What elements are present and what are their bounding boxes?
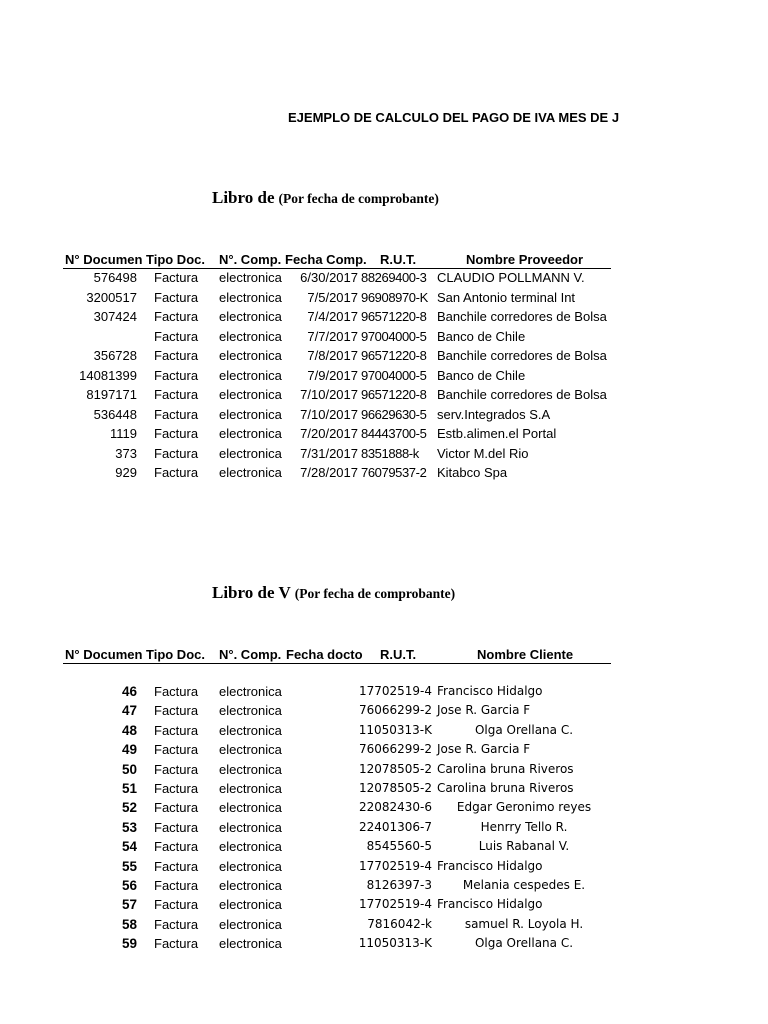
- table-row: [0, 465, 768, 484]
- sales-header-tipo: Tipo Doc.: [146, 647, 205, 662]
- table-row: [0, 309, 768, 328]
- cell-comp: electronica: [219, 328, 282, 344]
- table-row: [0, 426, 768, 445]
- cell-comp: electronica: [219, 270, 282, 285]
- cell-num: 47: [121, 703, 137, 719]
- cell-comp: electronica: [219, 387, 282, 402]
- cell-num: 52: [121, 800, 137, 816]
- cell-nombre: Francisco Hidalgo: [437, 897, 543, 912]
- cell-num: 1119: [110, 426, 137, 441]
- cell-rut: 7816042-k: [367, 916, 432, 931]
- cell-rut: 12078505-2: [358, 761, 432, 776]
- cell-comp: electronica: [219, 878, 282, 893]
- table-row: [0, 839, 768, 858]
- cell-fecha: 7/8/2017: [307, 348, 358, 363]
- cell-rut: 97004000-5: [361, 328, 427, 344]
- cell-num: 307424: [93, 309, 137, 324]
- table-row: [0, 387, 768, 406]
- cell-comp: electronica: [219, 406, 282, 422]
- table-row: [0, 407, 768, 426]
- table-row: [0, 446, 768, 465]
- cell-nombre: Luis Rabanal V.: [478, 839, 570, 854]
- purchases-header-nombre: Nombre Proveedor: [466, 252, 584, 267]
- cell-nombre: Carolina bruna Riveros: [437, 781, 574, 795]
- cell-nombre: Banchile corredores de Bolsa: [437, 387, 607, 402]
- purchases-header-num: N° Documen: [65, 252, 143, 267]
- cell-tipo: Factura: [154, 309, 199, 324]
- cell-rut: 11050313-K: [358, 722, 432, 737]
- cell-fecha: 7/20/2017: [300, 426, 358, 441]
- cell-fecha: 7/28/2017: [300, 465, 358, 480]
- cell-comp: electronica: [219, 465, 282, 480]
- cell-fecha: 7/5/2017: [307, 289, 358, 305]
- cell-nombre: Melania cespedes E.: [462, 878, 586, 892]
- cell-tipo: Factura: [154, 819, 199, 835]
- cell-nombre: Henrry Tello R.: [480, 819, 568, 834]
- cell-tipo: Factura: [154, 445, 199, 461]
- page-title: EJEMPLO DE CALCULO DEL PAGO DE IVA MES DE J: [288, 110, 620, 125]
- sales-header-num: N° Documen: [65, 647, 143, 662]
- cell-comp: electronica: [219, 722, 282, 738]
- cell-fecha: 7/10/2017: [300, 406, 358, 422]
- cell-fecha: 7/10/2017: [300, 387, 358, 402]
- cell-num: 536448: [93, 406, 137, 422]
- cell-num: 51: [121, 781, 137, 796]
- cell-num: 57: [121, 897, 137, 913]
- cell-fecha: 7/9/2017: [307, 367, 358, 383]
- cell-num: 14081399: [79, 367, 137, 383]
- cell-tipo: Factura: [154, 878, 199, 893]
- cell-nombre: Olga Orellana C.: [474, 722, 574, 737]
- table-row: [0, 270, 768, 289]
- cell-nombre: Jose R. Garcia F: [437, 742, 531, 757]
- cell-rut: 96571220-8: [361, 387, 427, 402]
- cell-num: 48: [121, 722, 137, 738]
- sales-header-comp: N°. Comp.: [219, 647, 282, 662]
- sales-header-rut: R.U.T.: [380, 647, 417, 662]
- cell-rut: 84443700-5: [361, 426, 427, 441]
- table-row: [0, 742, 768, 761]
- cell-tipo: Factura: [154, 465, 199, 480]
- cell-tipo: Factura: [154, 684, 199, 699]
- table-row: [0, 820, 768, 839]
- cell-nombre: Olga Orellana C.: [474, 936, 574, 951]
- table-row: [0, 329, 768, 348]
- cell-tipo: Factura: [154, 406, 199, 422]
- cell-comp: electronica: [219, 289, 282, 305]
- cell-rut: 22082430-6: [358, 800, 432, 815]
- sales-header-fecha: Fecha docto: [286, 647, 363, 662]
- table-row: [0, 859, 768, 878]
- cell-nombre: San Antonio terminal Int: [437, 289, 576, 305]
- cell-rut: 17702519-4: [358, 684, 432, 698]
- cell-nombre: Francisco Hidalgo: [437, 684, 543, 698]
- table-row: [0, 368, 768, 387]
- table-row: [0, 800, 768, 819]
- table-row: [0, 917, 768, 936]
- cell-nombre: serv.Integrados S.A: [437, 406, 551, 422]
- cell-num: 59: [121, 936, 137, 952]
- sales-title-main: Libro de V: [212, 583, 291, 602]
- cell-comp: electronica: [219, 684, 282, 699]
- cell-rut: 76066299-2: [358, 742, 432, 757]
- cell-rut: 11050313-K: [358, 936, 432, 951]
- cell-fecha: 7/31/2017: [300, 445, 358, 461]
- sales-header-rule: [63, 663, 611, 664]
- cell-fecha: 7/7/2017: [307, 328, 358, 344]
- cell-comp: electronica: [219, 800, 282, 816]
- cell-fecha: 6/30/2017: [300, 270, 358, 285]
- cell-tipo: Factura: [154, 328, 199, 344]
- cell-tipo: Factura: [154, 781, 199, 796]
- cell-num: 929: [115, 465, 137, 480]
- table-row: [0, 781, 768, 800]
- cell-comp: electronica: [219, 781, 282, 796]
- table-row: [0, 348, 768, 367]
- cell-comp: electronica: [219, 916, 282, 932]
- table-row: [0, 684, 768, 703]
- purchases-section-title: [212, 188, 439, 208]
- cell-nombre: Edgar Geronimo reyes: [456, 800, 592, 815]
- cell-rut: 8126397-3: [366, 878, 432, 892]
- cell-comp: electronica: [219, 445, 282, 461]
- cell-tipo: Factura: [154, 270, 199, 285]
- cell-nombre: Banco de Chile: [437, 367, 526, 383]
- cell-rut: 88269400-3: [361, 270, 427, 285]
- cell-rut: 76079537-2: [361, 465, 427, 480]
- cell-num: 50: [121, 761, 137, 777]
- cell-nombre: Banchile corredores de Bolsa: [437, 309, 607, 324]
- cell-num: 56: [121, 878, 137, 893]
- cell-nombre: Banchile corredores de Bolsa: [437, 348, 607, 363]
- cell-rut: 17702519-4: [358, 897, 432, 912]
- cell-comp: electronica: [219, 348, 282, 363]
- cell-nombre: Francisco Hidalgo: [437, 858, 543, 873]
- cell-num: 58: [121, 916, 137, 932]
- table-row: [0, 878, 768, 897]
- cell-nombre: Victor M.del Rio: [437, 445, 529, 461]
- cell-rut: 96571220-8: [361, 309, 427, 324]
- cell-tipo: Factura: [154, 800, 199, 816]
- cell-num: 55: [121, 858, 137, 874]
- cell-comp: electronica: [219, 703, 282, 719]
- cell-rut: 8545560-5: [366, 839, 432, 854]
- purchases-title-sub: (Por fecha de comprobante): [278, 191, 439, 206]
- cell-tipo: Factura: [154, 936, 199, 952]
- purchases-header-rule: [63, 268, 611, 269]
- cell-comp: electronica: [219, 309, 282, 324]
- cell-nombre: Carolina bruna Riveros: [437, 761, 574, 776]
- cell-fecha: 7/4/2017: [307, 309, 358, 324]
- cell-tipo: Factura: [154, 289, 199, 305]
- purchases-header-comp: N°. Comp.: [219, 252, 282, 267]
- table-row: [0, 936, 768, 955]
- cell-tipo: Factura: [154, 858, 199, 874]
- cell-rut: 17702519-4: [358, 858, 432, 873]
- cell-rut: 12078505-2: [358, 781, 432, 795]
- cell-num: 8197171: [86, 387, 137, 402]
- cell-tipo: Factura: [154, 839, 199, 855]
- cell-nombre: Jose R. Garcia F: [437, 703, 531, 718]
- table-row: [0, 762, 768, 781]
- cell-rut: 8351888-k: [361, 445, 419, 461]
- cell-nombre: CLAUDIO POLLMANN V.: [437, 270, 585, 285]
- cell-tipo: Factura: [154, 742, 199, 758]
- cell-num: 54: [121, 839, 137, 855]
- cell-tipo: Factura: [154, 761, 199, 777]
- cell-comp: electronica: [219, 367, 282, 383]
- table-row: [0, 703, 768, 722]
- cell-tipo: Factura: [154, 426, 199, 441]
- cell-nombre: samuel R. Loyola H.: [464, 916, 584, 931]
- cell-tipo: Factura: [154, 897, 199, 913]
- cell-tipo: Factura: [154, 722, 199, 738]
- cell-comp: electronica: [219, 897, 282, 913]
- sales-section-title: [212, 583, 455, 603]
- cell-nombre: Estb.alimen.el Portal: [437, 426, 557, 441]
- cell-num: 576498: [93, 270, 137, 285]
- purchases-header-tipo: Tipo Doc.: [146, 252, 205, 267]
- cell-rut: 96571220-8: [361, 348, 427, 363]
- cell-rut: 76066299-2: [358, 703, 432, 718]
- cell-comp: electronica: [219, 426, 282, 441]
- cell-tipo: Factura: [154, 703, 199, 719]
- table-row: [0, 897, 768, 916]
- table-row: [0, 290, 768, 309]
- cell-comp: electronica: [219, 742, 282, 758]
- cell-rut: 96629630-5: [361, 406, 427, 422]
- cell-rut: 22401306-7: [358, 819, 432, 834]
- cell-num: 53: [121, 819, 137, 835]
- cell-tipo: Factura: [154, 348, 199, 363]
- cell-num: 3200517: [86, 289, 137, 305]
- cell-num: 373: [115, 445, 137, 461]
- purchases-title-main: Libro de: [212, 188, 275, 207]
- cell-nombre: Banco de Chile: [437, 328, 526, 344]
- cell-rut: 97004000-5: [361, 367, 427, 383]
- cell-rut: 96908970-K: [361, 289, 428, 305]
- cell-comp: electronica: [219, 761, 282, 777]
- sales-title-sub: (Por fecha de comprobante): [294, 586, 456, 601]
- cell-num: 49: [121, 742, 137, 758]
- purchases-header-fecha: Fecha Comp.: [285, 252, 367, 267]
- sales-header-nombre: Nombre Cliente: [477, 647, 574, 662]
- cell-tipo: Factura: [154, 387, 199, 402]
- cell-comp: electronica: [219, 819, 282, 835]
- table-row: [0, 723, 768, 742]
- cell-comp: electronica: [219, 858, 282, 874]
- cell-tipo: Factura: [154, 916, 199, 932]
- cell-comp: electronica: [219, 936, 282, 952]
- purchases-header-rut: R.U.T.: [380, 252, 417, 267]
- cell-comp: electronica: [219, 839, 282, 855]
- cell-num: 356728: [93, 348, 137, 363]
- cell-tipo: Factura: [154, 367, 199, 383]
- cell-num: 46: [121, 684, 137, 699]
- cell-nombre: Kitabco Spa: [437, 465, 508, 480]
